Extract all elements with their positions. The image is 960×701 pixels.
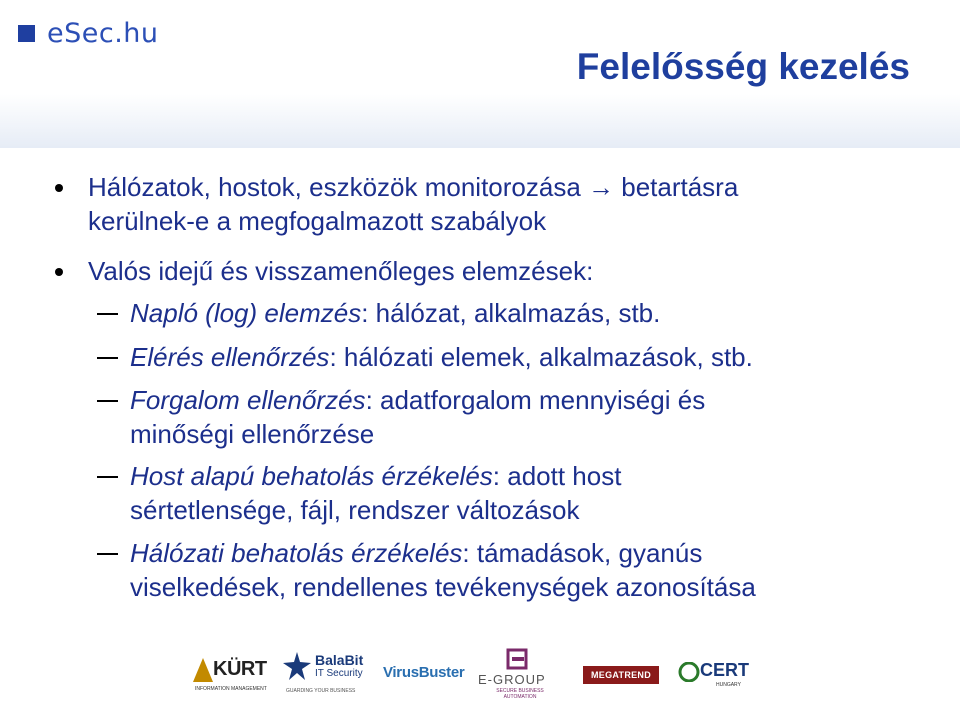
subitem-1-line-1 [130, 296, 660, 330]
virusbuster-name: VirusBuster [383, 664, 465, 681]
subitem-5-rest: : támadások, gyanús [462, 538, 703, 568]
dash-icon [97, 357, 118, 359]
sponsor-bar [0, 640, 960, 701]
subitem-4-rest: : adott host [492, 461, 622, 491]
subitem-4-line-1 [130, 459, 621, 493]
balabit-sub: IT Security [315, 668, 363, 679]
balabit-tagline: GUARDING YOUR BUSINESS [286, 688, 356, 694]
megatrend-logo [583, 666, 659, 684]
egroup-name: E-GROUP [478, 672, 546, 687]
cert-name: CERT [700, 660, 749, 680]
bullet-1-line-2: kerülnek-e a megfogalmazott szabályok [88, 206, 547, 236]
subitem-2-line-1 [130, 340, 753, 374]
subitem-3-rest: : adatforgalom mennyiségi és [365, 385, 706, 415]
kurt-icon [193, 658, 213, 682]
cert-icon [676, 662, 702, 682]
dash-icon [97, 313, 118, 315]
esec-logo [18, 18, 159, 48]
dash-icon [97, 400, 118, 402]
subitem-2-italic: Elérés ellenőrzés [130, 342, 330, 372]
page-title: Felelősség kezelés [576, 46, 910, 87]
megatrend-name: MEGATREND [590, 670, 652, 680]
subitem-2-rest: : hálózati elemek, alkalmazások, stb. [329, 342, 753, 372]
egroup-icon [506, 648, 528, 670]
subitem-1-italic: Napló (log) elemzés [130, 298, 362, 328]
bullet-1-line-1: Hálózatok, hostok, eszközök monitorozása → betartásra [88, 172, 739, 202]
subitem-1-rest: : hálózat, alkalmazás, stb. [361, 298, 661, 328]
logo-text: eSec.hu [47, 17, 159, 49]
bullet-dot-icon [55, 184, 63, 192]
bullet-2-line-1: Valós idejű és visszamenőleges elemzések: [88, 256, 594, 286]
cert-sub: HUNGARY [716, 682, 741, 688]
balabit-name: BalaBit [315, 652, 364, 668]
subitem-4-italic: Host alapú behatolás érzékelés [130, 461, 493, 491]
subitem-3-italic: Forgalom ellenőrzés [130, 385, 366, 415]
balabit-star-icon [283, 652, 311, 680]
dash-icon [97, 476, 118, 478]
kurt-sub: INFORMATION MANAGEMENT [195, 686, 267, 692]
virusbuster-logo [383, 664, 464, 681]
egroup-sub: SECURE BUSINESS AUTOMATION [496, 688, 544, 700]
dash-icon [97, 553, 118, 555]
subitem-5-line-1 [130, 536, 702, 570]
subitem-5-line-2: viselkedések, rendellenes tevékenységek azonosítása [130, 572, 756, 602]
header-gradient [0, 94, 960, 148]
subitem-4-line-2: sértetlensége, fájl, rendszer változások [130, 495, 580, 525]
subitem-3-line-2: minőségi ellenőrzése [130, 419, 375, 449]
subitem-3-line-1 [130, 383, 705, 417]
subitem-5-italic: Hálózati behatolás érzékelés [130, 538, 463, 568]
bullet-dot-icon [55, 268, 63, 276]
logo-square-icon [18, 25, 35, 42]
kurt-name: KÜRT [213, 658, 267, 680]
